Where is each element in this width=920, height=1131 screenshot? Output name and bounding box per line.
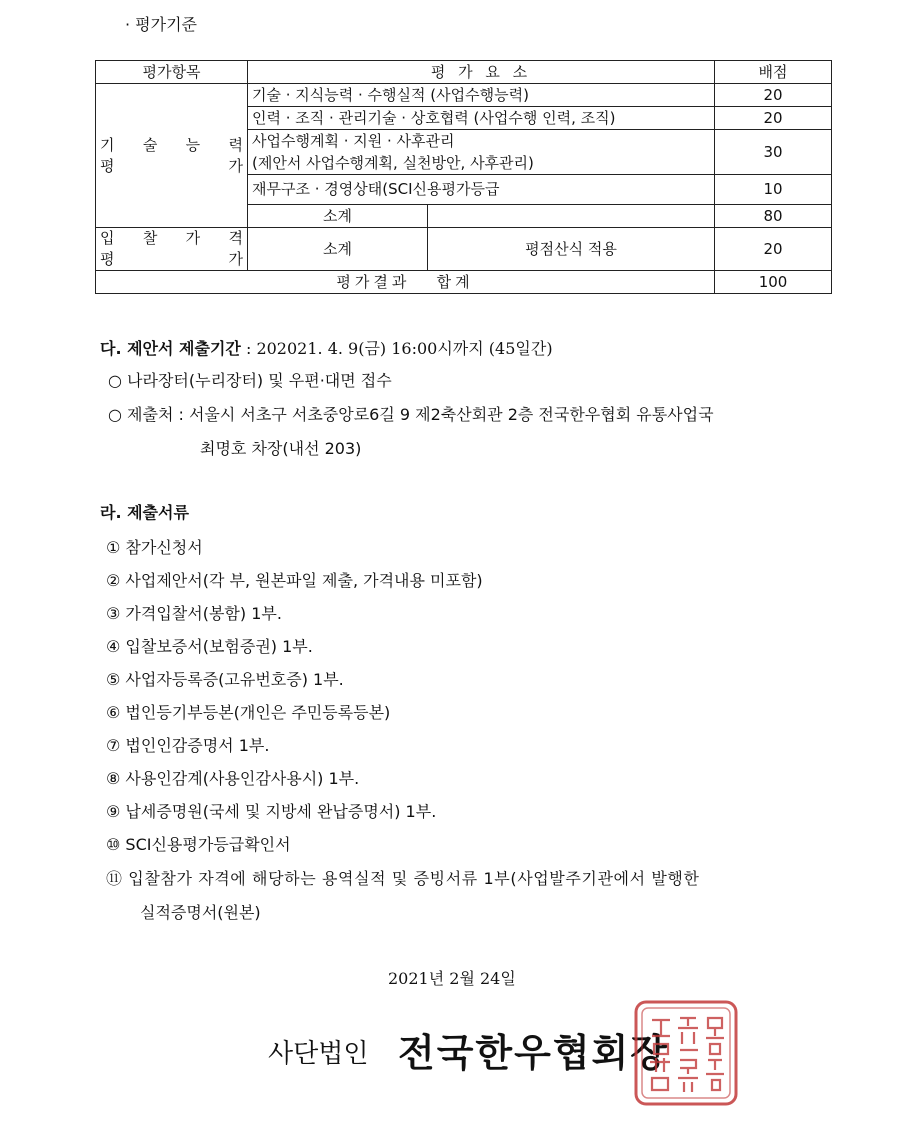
table-row (96, 271, 832, 294)
table-row (96, 84, 832, 107)
section-ra-title: 라. 제출서류 (100, 503, 189, 522)
official-seal-icon (632, 998, 740, 1108)
list-item-continuation: 실적증명서(원본) (140, 903, 261, 922)
list-item: ⑪ 입찰참가 자격에 해당하는 용역실적 및 증빙서류 1부(사업발주기관에서 발행한 (106, 869, 700, 888)
list-item: ⑦ 법인인감증명서 1부. (106, 736, 270, 755)
tech-element: 사업수행계획 · 지원 · 사후관리 (제안서 사업수행계획, 실천방안, 사후관리) (248, 130, 715, 175)
document-date: 2021년 2월 24일 (388, 969, 516, 988)
total-label: 평가결과 합계 (96, 271, 715, 294)
tech-score: 20 (715, 84, 832, 107)
submission-period: : 202021. 4. 9(금) 16:00시까지 (45일간) (240, 339, 553, 358)
header-elements: 평 가 요 소 (248, 61, 715, 84)
tech-subtotal-label: 소계 (248, 205, 428, 228)
list-item: ⑥ 법인등기부등본(개인은 주민등록등본) (106, 703, 391, 722)
header-item: 평가항목 (96, 61, 248, 84)
org-name: 전국한우협회장 (398, 1031, 669, 1075)
list-item: ① 참가신청서 (106, 538, 203, 557)
list-item: ③ 가격입찰서(봉함) 1부. (106, 604, 282, 623)
section-da-title: 다. 제안서 제출기간 (100, 339, 241, 358)
list-item: ⑩ SCI신용평가등급확인서 (106, 835, 291, 854)
list-item: ② 사업제안서(각 부, 원본파일 제출, 가격내용 미포함) (106, 571, 483, 590)
contact-person: 최명호 차장(내선 203) (200, 439, 362, 458)
total-score: 100 (715, 271, 832, 294)
price-subtotal-label: 소계 (248, 228, 428, 271)
price-score: 20 (715, 228, 832, 271)
list-item: ④ 입찰보증서(보험증권) 1부. (106, 637, 313, 656)
criteria-heading: · 평가기준 (125, 15, 197, 34)
list-item: ⑤ 사업자등록증(고유번호증) 1부. (106, 670, 344, 689)
price-eval-label: 입 찰 가 격 평 가 (96, 228, 248, 271)
tech-element: 기술 · 지식능력 · 수행실적 (사업수행능력) (248, 84, 715, 107)
tech-score: 20 (715, 107, 832, 130)
empty-cell (428, 205, 715, 228)
evaluation-table (95, 60, 832, 294)
tech-eval-label: 기 술 능 력 평 가 (96, 84, 248, 228)
tech-element: 인력 · 조직 · 관리기술 · 상호협력 (사업수행 인력, 조직) (248, 107, 715, 130)
list-item: ⑨ 납세증명원(국세 및 지방세 완납증명서) 1부. (106, 802, 437, 821)
table-row (96, 228, 832, 271)
list-item: ○ 나라장터(누리장터) 및 우편·대면 접수 (108, 371, 392, 390)
table-header-row (96, 61, 832, 84)
org-prefix: 사단법인 (268, 1039, 369, 1069)
tech-element: 재무구조 · 경영상태(SCI신용평가등급 (248, 175, 715, 205)
list-item: ⑧ 사용인감계(사용인감사용시) 1부. (106, 769, 360, 788)
price-method: 평점산식 적용 (428, 228, 715, 271)
tech-subtotal-score: 80 (715, 205, 832, 228)
list-item: ○ 제출처 : 서울시 서초구 서초중앙로6길 9 제2축산회관 2층 전국한우협회 유통사업국 (108, 405, 714, 424)
tech-score: 10 (715, 175, 832, 205)
header-score: 배점 (715, 61, 832, 84)
submission-period-line (100, 336, 553, 359)
tech-score: 30 (715, 130, 832, 175)
